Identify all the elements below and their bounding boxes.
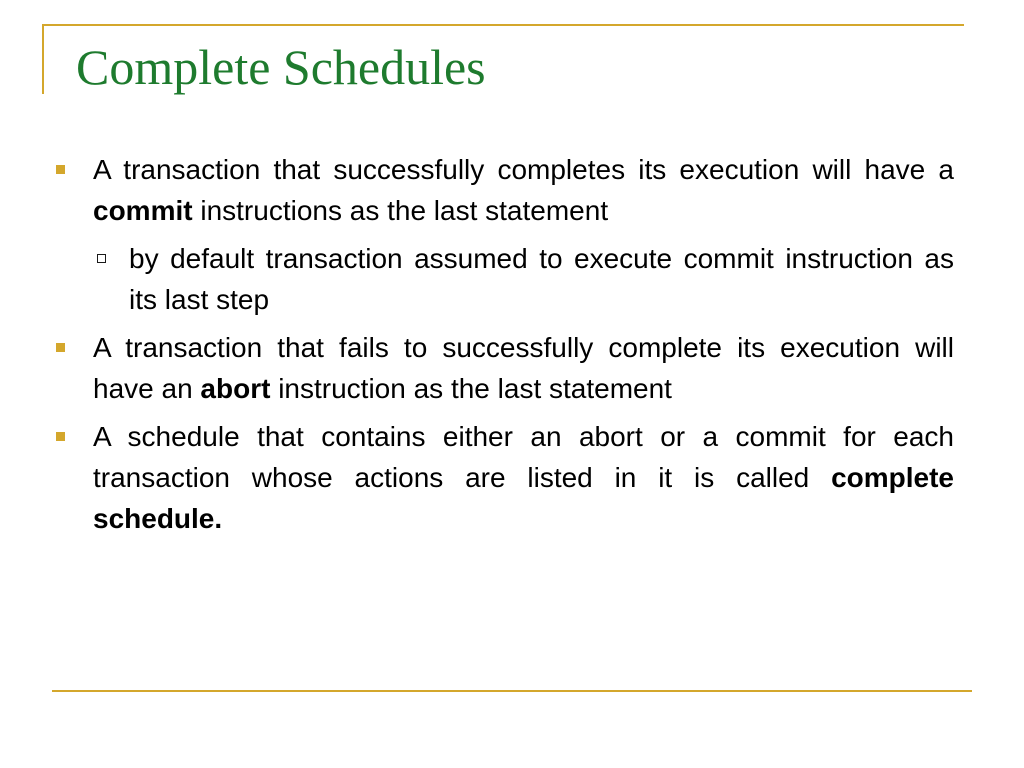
- bullet-text: A transaction that successfully completes its execution will have a: [93, 154, 954, 185]
- slide-title: Complete Schedules: [76, 39, 486, 95]
- square-bullet-icon: [56, 343, 65, 352]
- bullet-complete-schedule: [56, 416, 954, 539]
- bullet-text: A transaction that fails to successfully complete its execution will have an: [93, 332, 954, 404]
- sub-bullet-default-commit: [56, 238, 954, 320]
- bullet-keyword: commit: [93, 195, 193, 226]
- bullet-commit: [56, 149, 954, 231]
- slide-body: [56, 149, 954, 546]
- bottom-accent-rule: [52, 690, 972, 692]
- bullet-keyword: abort: [200, 373, 271, 404]
- bullet-keyword: complete schedule.: [93, 462, 954, 534]
- hollow-square-bullet-icon: [97, 254, 106, 263]
- bullet-abort: [56, 327, 954, 409]
- bullet-text: instructions as the last statement: [192, 195, 609, 226]
- bullet-text: A schedule that contains either an abort or a commit for each transaction whose actions are listed in it is called: [93, 421, 954, 493]
- bullet-text: instruction as the last statement: [270, 373, 672, 404]
- square-bullet-icon: [56, 165, 65, 174]
- square-bullet-icon: [56, 432, 65, 441]
- left-accent-rule: [42, 24, 44, 94]
- top-accent-rule: [42, 24, 964, 26]
- sub-bullet-text: by default transaction assumed to execute commit instruction as its last step: [129, 243, 954, 315]
